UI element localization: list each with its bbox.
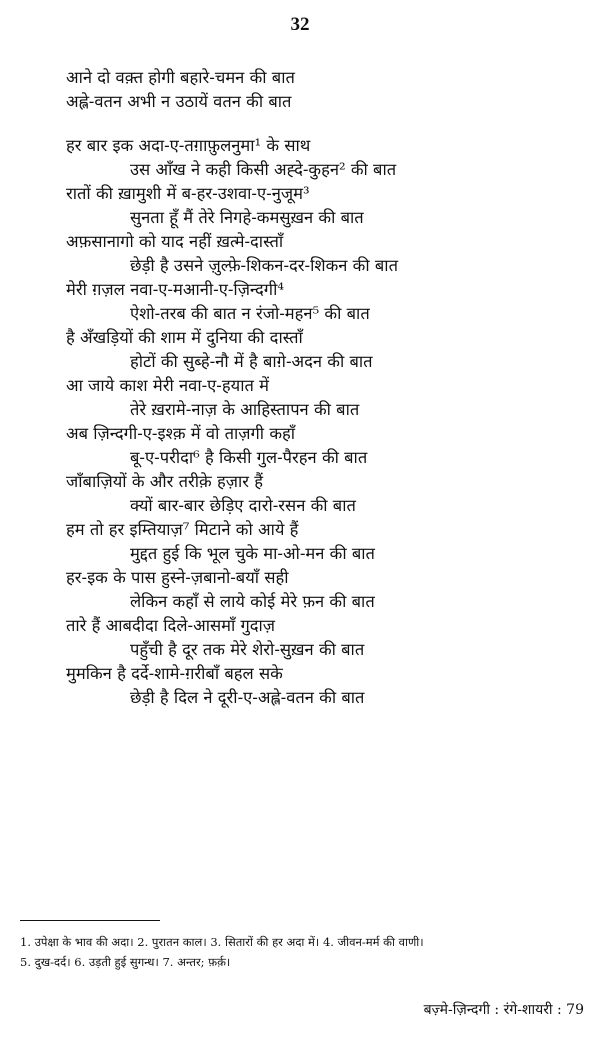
poem-line: हम तो हर इम्तियाज़⁷ मिटाने को आये हैं bbox=[66, 520, 299, 539]
poem-line-indented: उस आँख ने कही किसी अह्दे-कुहन² की बात bbox=[130, 160, 397, 179]
poem-line: आने दो वक़्त होगी बहारे-चमन की बात bbox=[66, 68, 295, 87]
poem-line: मेरी ग़ज़ल नवा-ए-मआनी-ए-ज़िन्दगी⁴ bbox=[66, 280, 284, 299]
footnote-line: 1. उपेक्षा के भाव की अदा। 2. पुरातन काल। 3. सितारों की हर अदा में। 4. जीवन-मर्म की वाणी। bbox=[20, 935, 424, 949]
poem-line-indented: छेड़ी है दिल ने दूरी-ए-अह्ले-वतन की बात bbox=[130, 688, 365, 707]
footnotes bbox=[20, 932, 595, 972]
stanza-gap bbox=[66, 114, 484, 134]
poem-line: अब ज़िन्दगी-ए-इश्क़ में वो ताज़गी कहाँ bbox=[66, 424, 296, 443]
poem-line: अफ़सानागो को याद नहीं ख़त्मे-दास्ताँ bbox=[66, 232, 284, 251]
poem-line-indented: होटों की सुब्हे-नौ में है बाग़े-अदन की बात bbox=[130, 352, 373, 371]
footnote-line: 5. दुख-दर्द। 6. उड़ती हुई सुगन्ध। 7. अन्तर; फ़र्क़। bbox=[20, 955, 231, 969]
poem-line-indented: बू-ए-परीदा⁶ है किसी गुल-पैरहन की बात bbox=[130, 448, 368, 467]
poem-line: मुमकिन है दर्दे-शामे-ग़रीबाँ बहल सके bbox=[66, 664, 283, 683]
footnote-divider bbox=[20, 920, 160, 921]
poem-line: हर-इक के पास हुस्ने-ज़बानो-बयाँ सही bbox=[66, 568, 289, 587]
poem-line: जाँबाज़ियों के और तरीक़े हज़ार हैं bbox=[66, 472, 263, 491]
poem-line: हर बार इक अदा-ए-तग़ाफ़ुलनुमा¹ के साथ bbox=[66, 136, 311, 155]
poem-line: तारे हैं आबदीदा दिले-आसमाँ गुदाज़ bbox=[66, 616, 276, 635]
poem-line-indented: ऐशो-तरब की बात न रंजो-महन⁵ की बात bbox=[130, 304, 370, 323]
poem-line-indented: पहुँची है दूर तक मेरे शेरो-सुख़न की बात bbox=[130, 640, 365, 659]
poem-body bbox=[66, 66, 484, 710]
running-footer: बज़्मे-ज़िन्दगी : रंगे-शायरी : 79 bbox=[423, 1002, 584, 1018]
poem-line-indented: मुद्दत हुई कि भूल चुके मा-ओ-मन की बात bbox=[130, 544, 375, 563]
poem-line: अह्ले-वतन अभी न उठायें वतन की बात bbox=[66, 92, 292, 111]
poem-line: रातों की ख़ामुशी में ब-हर-उशवा-ए-नुजूम³ bbox=[66, 184, 310, 203]
poem-line: आ जाये काश मेरी नवा-ए-हयात में bbox=[66, 376, 269, 395]
poem-line-indented: लेकिन कहाँ से लाये कोई मेरे फ़न की बात bbox=[130, 592, 375, 611]
poem-line-indented: छेड़ी है उसने ज़ुल्फ़े-शिकन-दर-शिकन की बात bbox=[130, 256, 398, 275]
page-number: 32 bbox=[290, 14, 310, 35]
poem-line-indented: क्यों बार-बार छेड़िए दारो-रसन की बात bbox=[130, 496, 356, 515]
poem-line-indented: तेरे ख़रामे-नाज़ के आहिस्तापन की बात bbox=[130, 400, 360, 419]
poem-line: है अँखड़ियों की शाम में दुनिया की दास्ताँ bbox=[66, 328, 303, 347]
poem-line-indented: सुनता हूँ मैं तेरे निगहे-कमसुख़न की बात bbox=[130, 208, 364, 227]
